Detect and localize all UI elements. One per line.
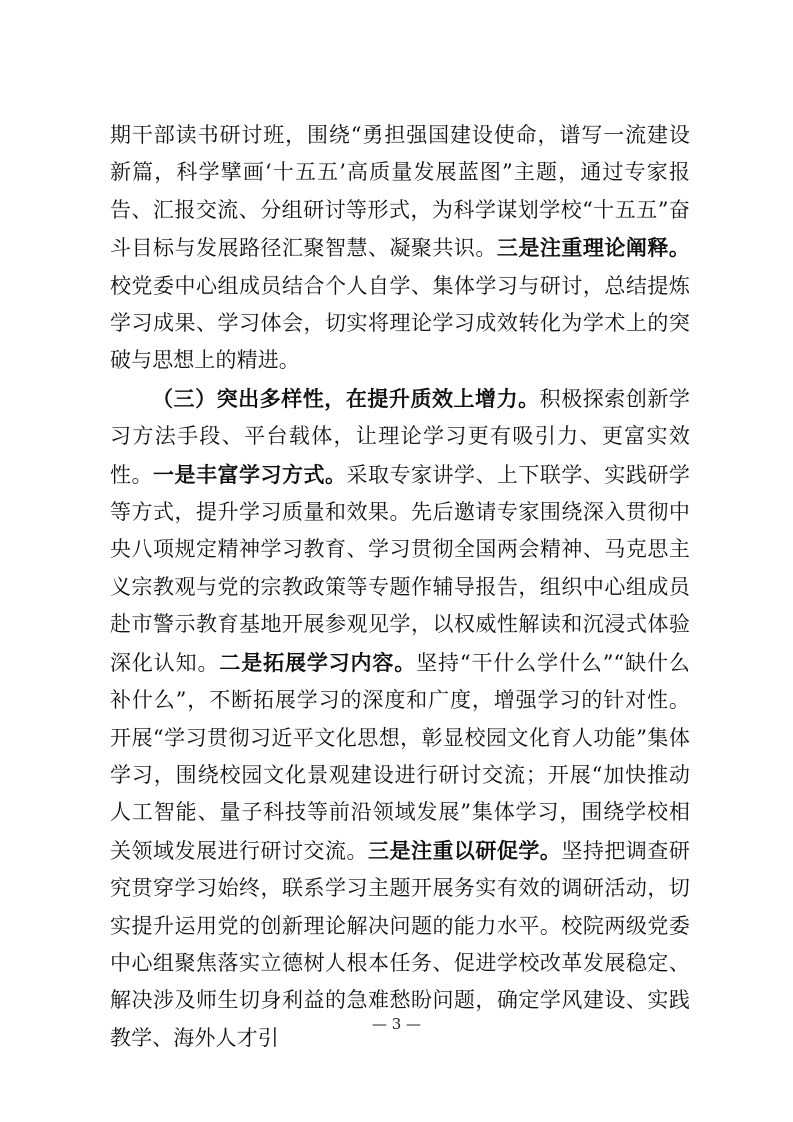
bold-heading-segment: 二是拓展学习内容。 bbox=[219, 649, 417, 675]
text-segment: 校党委中心组成员结合个人自学、集体学习与研讨，总结提炼学习成果、学习体会，切实将理论学习成效转化为学术上的突破与思想上的精进。 bbox=[110, 273, 690, 373]
bold-heading-segment: 三是注重以研促学。 bbox=[367, 837, 562, 863]
page-number: — 3 — bbox=[371, 1015, 422, 1033]
paragraph-section-three bbox=[110, 380, 690, 1057]
text-segment: 坚持把调查研究贯穿学习始终，联系学习主题开展务实有效的调研活动，切实提升运用党的创新理论解决问题的能力水平。校院两级党委中心组聚焦落实立德树人根本任务、促进学校改革发展稳定、解决涉及师生切身利益的急难愁盼问题，确定学风建设、实践教学、海外人才引 bbox=[110, 838, 690, 1050]
text-segment: 积极探索创新学习方法手段、平台载体，让理论学习更有吸引力、更富实效性。 bbox=[110, 386, 690, 487]
paragraph-continuation bbox=[110, 117, 690, 380]
text-segment: 采取专家讲学、上下联学、实践研学等方式，提升学习质量和效果。先后邀请专家围绕深入贯彻中央八项规定精神学习教育、学习贯彻全国两会精神、马克思主义宗教观与党的宗教政策等专题作辅导报告，组织中心组成员赴市警示教育基地开展参观见学，以权威性解读和沉浸式体验深化认知。 bbox=[110, 462, 690, 675]
section-heading: （三）突出多样性，在提升质效上增力。 bbox=[152, 385, 540, 411]
text-segment: 坚持“干什么学什么”“缺什么补什么”，不断拓展学习的深度和广度，增强学习的针对性。开展“学习贯彻习近平文化思想，彰显校园文化育人功能”集体学习，围绕校园文化景观建设进行研讨交流；开展“加快推动人工智能、量子科技等前沿领域发展”集体学习，围绕学校相关领域发展进行研讨交流。 bbox=[110, 650, 691, 863]
bold-heading-segment: 一是丰富学习方式。 bbox=[153, 461, 347, 487]
text-segment: 期干部读书研讨班，围绕“勇担强国建设使命，谱写一流建设新篇，科学擘画‘十五五’高质量发展蓝图”主题，通过专家报告、汇报交流、分组研讨等形式，为科学谋划学校“十五五”奋斗目标与发展路径汇聚智慧、凝聚共识。 bbox=[110, 123, 690, 261]
bold-heading-segment: 三是注重理论阐释。 bbox=[496, 235, 690, 261]
document-body bbox=[110, 117, 690, 1057]
